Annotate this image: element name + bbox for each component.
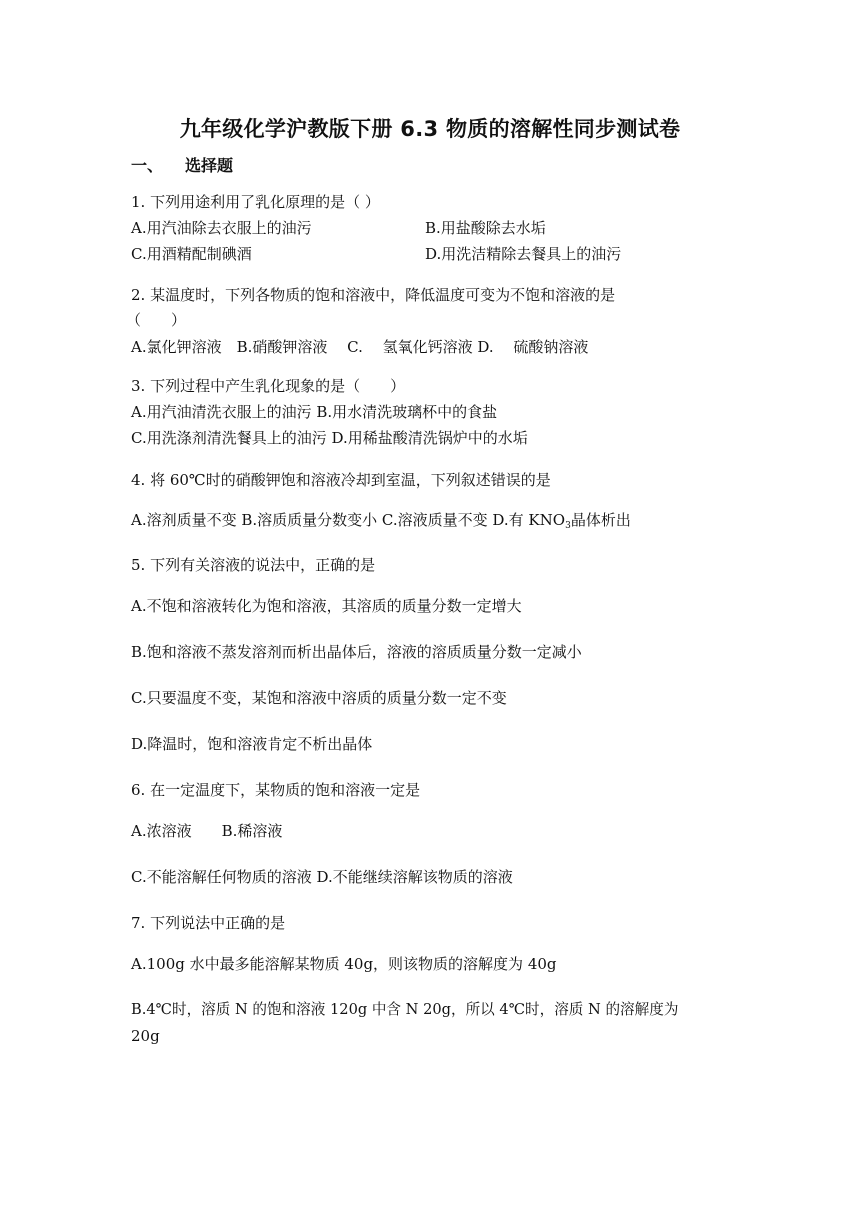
question-7-option-b: B.4℃时，溶质 N 的饱和溶液 120g 中含 N 20g，所以 4℃时，溶质 N 的溶解度为 xyxy=(131,1001,679,1018)
question-4-subscript: 3 xyxy=(565,521,571,531)
question-4-stem: 4. 将 60℃时的硝酸钾饱和溶液冷却到室温，下列叙述错误的是 xyxy=(131,471,551,489)
question-2-options: A.氯化钾溶液 B.硝酸钾溶液 C. 氢氧化钙溶液 D. 硫酸钠溶液 xyxy=(131,338,589,356)
section-heading xyxy=(131,153,233,176)
question-6-options-line-1: A.浓溶液 B.稀溶液 xyxy=(131,822,283,840)
question-1-option-c: C.用酒精配制碘酒 xyxy=(131,245,252,263)
question-5-option-b: B.饱和溶液不蒸发溶剂而析出晶体后，溶液的溶质质量分数一定减小 xyxy=(131,643,582,661)
question-7-option-b-continuation: 20g xyxy=(131,1027,160,1045)
question-1-stem: 1. 下列用途利用了乳化原理的是（ ） xyxy=(131,193,380,211)
section-label: 选择题 xyxy=(185,156,234,175)
question-7-stem: 7. 下列说法中正确的是 xyxy=(131,914,286,932)
question-5-option-c: C.只要温度不变，某饱和溶液中溶质的质量分数一定不变 xyxy=(131,689,507,707)
page-title: 九年级化学沪教版下册 6.3 物质的溶解性同步测试卷 xyxy=(179,117,681,141)
question-1-option-d: D.用洗洁精除去餐具上的油污 xyxy=(425,245,622,263)
question-3-options-line-1: A.用汽油清洗衣服上的油污 B.用水清洗玻璃杯中的食盐 xyxy=(131,403,498,421)
question-2-stem-continuation: （ ） xyxy=(126,311,187,329)
question-4-options xyxy=(131,510,631,536)
question-5-option-a: A.不饱和溶液转化为饱和溶液，其溶质的质量分数一定增大 xyxy=(131,597,522,615)
question-2-stem: 2. 某温度时，下列各物质的饱和溶液中，降低温度可变为不饱和溶液的是 xyxy=(131,286,616,304)
question-7-option-a: A.100g 水中最多能溶解某物质 40g，则该物质的溶解度为 40g xyxy=(131,955,557,973)
question-5-option-d: D.降温时，饱和溶液肯定不析出晶体 xyxy=(131,735,373,753)
question-6-stem: 6. 在一定温度下，某物质的饱和溶液一定是 xyxy=(131,781,421,799)
question-3-options-line-2: C.用洗涤剂清洗餐具上的油污 D.用稀盐酸清洗锅炉中的水垢 xyxy=(131,429,528,447)
question-4-options-text: A.溶剂质量不变 B.溶质质量分数变小 C.溶液质量不变 D.有 KNO xyxy=(131,511,566,529)
question-3-stem: 3. 下列过程中产生乳化现象的是（ ） xyxy=(131,377,406,395)
question-1-option-a: A.用汽油除去衣服上的油污 xyxy=(131,219,312,237)
question-6-options-line-2: C.不能溶解任何物质的溶液 D.不能继续溶解该物质的溶液 xyxy=(131,868,513,886)
question-5-stem: 5. 下列有关溶液的说法中，正确的是 xyxy=(131,556,376,574)
section-number: 一、 xyxy=(131,156,164,175)
question-1-option-b: B.用盐酸除去水垢 xyxy=(425,219,546,237)
question-4-options-tail: 晶体析出 xyxy=(570,511,631,529)
